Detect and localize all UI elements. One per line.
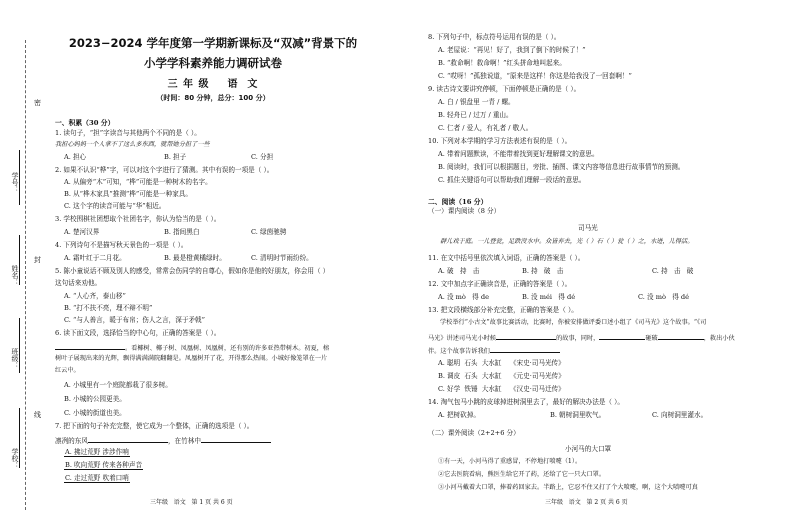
q2-option-b[interactable]: B. 从“桦木家具”推测“桦”可能是一种家具。	[64, 190, 193, 198]
q4-option-c[interactable]: C. 清明时节雨纷纷。	[251, 254, 313, 262]
q7-option-b[interactable]	[64, 462, 143, 469]
q7-sentence-a: 凛冽的东风	[55, 437, 88, 445]
passage-text: 群儿戏于庭。一儿登瓮，足跌没水中。众皆弃去，光（ ）石（ ）瓮（ ）之，水迸，儿得活。	[440, 238, 694, 245]
q9-option-b[interactable]: B. 轻舟已 / 过万 / 重山。	[438, 111, 513, 119]
margin-marker-xian: 线	[34, 411, 41, 419]
q3-stem: 3. 学校围棋社团想取个社团名字，你认为恰当的是（ ）。	[55, 215, 221, 223]
class-label: 班级：	[11, 348, 19, 369]
q5-stem-cont: 这句话来劝他。	[55, 279, 102, 287]
passage2-title: 小河马的大口罩	[565, 445, 612, 453]
q8-option-c[interactable]: C. “哎呀！”孤独说道，“原来是这样！你这是给我没了一回套啊！”	[438, 72, 632, 80]
q8-stem: 8. 下列句子中，标点符号运用有误的是（ ）。	[428, 33, 561, 41]
q9-stem: 9. 读古诗文要讲究停顿，下面停顿是正确的是（ ）。	[428, 85, 581, 93]
q6-passage-line2: 树叶子展现出来的光辉，飘得满满满院翻翻是。凤凰树开了花，开得那么热闹。小城好像笼罩在一片	[55, 355, 328, 362]
student-id-text: 学号	[11, 172, 19, 186]
passage2-para1: ①有一天，小河马得了重感冒，不停地打喷嚏（1）。	[438, 458, 582, 465]
footer-page1: 三年级 语文 第 1 页 共 6 页	[150, 499, 233, 506]
q13-stem: 13. 把文段横线部分补充完整，正确的答案是（ ）。	[428, 306, 578, 314]
q7-option-a-text: A. 拂过荒野 涉涉作响	[65, 448, 129, 456]
q6-answer-blank[interactable]	[55, 343, 125, 350]
q10-option-c[interactable]: C. 抓住关键语句可以帮助我们理解一段话的意思。	[438, 176, 586, 184]
q1-stem: 1. 读句子，“担”字读音与其他两个不同的是（ ）。	[55, 129, 201, 137]
q14-option-a[interactable]: A. 把树砍掉。	[438, 411, 480, 419]
q11-option-c[interactable]: C. 持 击 破	[652, 267, 694, 275]
q1-option-b[interactable]: B. 担子	[164, 153, 187, 161]
q13-blank-2[interactable]	[599, 333, 645, 340]
q5-option-a[interactable]: A. “人心齐，泰山移”	[64, 292, 126, 300]
q13-passage-line3	[428, 346, 560, 355]
exam-title-line1: 2023−2024 学年度第一学期新课标及“双减”背景下的	[68, 36, 358, 50]
q5-option-b[interactable]: B. “打不扶不亮，理不辩不明”	[64, 304, 153, 312]
q13-passage-line2	[428, 333, 735, 342]
reading-sub2: （二）课外阅读（2+2+6 分）	[428, 429, 520, 437]
q13-option-a[interactable]: A. 聪明 石头 大水缸 《宋史·司马光传》	[438, 359, 565, 367]
exam-info: （时间：80 分钟，总分：100 分）	[156, 94, 270, 102]
q7-option-b-text: B. 吹向荒野 传来各种声音	[65, 461, 143, 469]
school-text: 学校	[11, 448, 19, 462]
q6-option-a[interactable]: A. 小城里有一个庭院都栽了很多树。	[64, 381, 172, 389]
q7-sentence-b: ，在竹林中	[167, 437, 201, 445]
q14-stem: 14. 淘气包马小跳的皮球掉进树洞里去了，最好的解决办法是（ ）。	[428, 398, 625, 406]
q14-option-c[interactable]: C. 向树洞里灌水。	[652, 411, 708, 419]
part2-heading: 二、阅读（16 分）	[428, 198, 488, 206]
q13-blank-3[interactable]	[658, 333, 704, 340]
margin-marker-mi: 密	[34, 99, 41, 107]
q13-p2d: ，救出小伙	[703, 335, 735, 342]
q8-option-b[interactable]: B. “救命啊！救命啊！”红头拼命地叫起来。	[438, 59, 566, 67]
q7-blank-2[interactable]	[201, 436, 271, 443]
q13-option-c[interactable]: C. 好学 铁锤 大水缸 《汉史·司马迁传》	[438, 385, 565, 393]
q4-option-a[interactable]: A. 霜叶红于二月花。	[64, 254, 126, 262]
q11-stem: 11. 在文中括号里依次填入词语，正确的答案是（ ）。	[428, 254, 585, 262]
exam-title-line2: 小学学科素养能力调研试卷	[144, 56, 282, 70]
q11-option-b[interactable]: B. 持 破 击	[522, 267, 564, 275]
q5-option-c[interactable]: C. “与人善言，暖于布帛；伤人之言，深于矛戟”	[64, 316, 206, 324]
q2-stem: 2. 如果不认识“桦”字，可以对这个字进行了猜测。其中有误的一项是（ ）。	[55, 166, 274, 174]
q10-option-a[interactable]: A. 带着问题默读，不能带着找到更好理解课文的意思。	[438, 150, 599, 158]
q3-option-c[interactable]: C. 绿茵驰骋	[251, 228, 287, 236]
q6-option-b[interactable]: B. 小城的公园更美。	[64, 395, 126, 403]
q8-option-a[interactable]: A. 老屋说：“再见！好了，我到了倒下的时候了！”	[438, 46, 586, 54]
name-text: 姓名	[11, 265, 19, 279]
exam-title-line3: 三 年 级 语 文	[167, 79, 259, 90]
q4-option-b[interactable]: B. 最是橙黄橘绿时。	[164, 254, 226, 262]
class-text: 班级	[11, 348, 19, 362]
q6-stem: 6. 读下面文段，选择恰当的中心句，正确的答案是（ ）。	[55, 329, 221, 337]
q13-blank-4[interactable]	[490, 346, 560, 353]
q2-option-a[interactable]: A. 从偏旁“木”可知，“桦”可能是一种树木的名字。	[64, 178, 212, 186]
q13-p2b: 的故事，同时，	[556, 335, 600, 342]
q13-p3: 伴。这个故事告诉我们	[428, 348, 490, 355]
q13-option-b[interactable]: B. 调皮 石头 大水缸 《元史·司马光传》	[438, 372, 565, 380]
reading-sub1: （一）课内阅读（8 分）	[428, 207, 501, 215]
q14-option-b[interactable]: B. 朝树洞里吹气。	[550, 411, 606, 419]
q6-passage-line3: 红云中。	[55, 367, 80, 374]
q12-option-c[interactable]: C. 没 mò 得 dé	[638, 293, 690, 301]
q10-stem: 10. 下列对本学期的学习方法表述有误的是（ ）。	[428, 137, 572, 145]
q12-stem: 12. 文中加点字正确读音是，正确的答案是（ ）。	[428, 280, 572, 288]
q9-option-c[interactable]: C. 仁者 / 爱人，有礼者 / 敬人。	[438, 124, 533, 132]
q1-option-c[interactable]: C. 分担	[251, 153, 274, 161]
passage-title: 司马光	[578, 224, 598, 232]
name-label: 姓名：	[11, 265, 19, 286]
margin-marker-feng: 封	[34, 256, 41, 264]
q6-passage-line1	[55, 343, 329, 352]
class-field[interactable]	[19, 318, 20, 373]
q7-option-c[interactable]	[64, 475, 130, 482]
q3-option-a[interactable]: A. 楚河汉界	[64, 228, 100, 236]
q1-sentence: 我担心妈妈一个人拿不了这么多东西，就帮她分担了一些	[55, 141, 210, 148]
q13-blank-1[interactable]	[496, 333, 556, 340]
q1-option-a[interactable]: A. 担心	[64, 153, 87, 161]
q4-stem: 4. 下列诗句不是描写秋天景色的一项是（ ）。	[55, 241, 188, 249]
passage2-para3: ③小河马戴着大口罩，捧着药回家去。半路上，它忍不住又打了个大喷嚏，啊，这个大喷嚏可真	[438, 484, 698, 491]
q9-option-a[interactable]: A. 白 / 银盘里 一青 / 螺。	[438, 98, 515, 106]
q11-option-a[interactable]: A. 破 持 击	[438, 267, 480, 275]
name-field[interactable]	[19, 235, 20, 285]
school-field[interactable]	[19, 408, 20, 468]
q6-option-c[interactable]: C. 小城的街道也美。	[64, 409, 126, 417]
school-label: 学校：	[11, 448, 19, 469]
q12-option-a[interactable]: A. 没 mò 得 de	[438, 293, 489, 301]
student-id-field[interactable]	[19, 150, 20, 205]
q7-sentence	[55, 436, 271, 445]
q13-passage-line1: 学校举行“小古文”故事比赛活动，比赛时，你被安排做评委口述小组了《司马光》这个故事。“《司	[440, 319, 707, 326]
seal-line	[25, 40, 26, 510]
q7-option-c-text: C. 走过荒野 吹着口哨	[65, 474, 129, 482]
q13-p2a: 马光》讲述司马光小时候	[428, 335, 497, 342]
q3-option-b[interactable]: B. 指间黑白	[164, 228, 200, 236]
q7-option-a[interactable]	[64, 449, 130, 456]
student-id-label: 学号：	[11, 172, 19, 193]
part1-heading: 一、积累（30 分）	[55, 119, 115, 127]
q5-stem: 5. 陈小童说话不顾及别人的感受，常常会伤同学的自尊心，假如你是他的好朋友，你会用（ ）	[55, 267, 330, 275]
q2-option-c[interactable]: C. 这个字的读音可能与“华”相近。	[64, 202, 166, 210]
footer-page2: 三年级 语文 第 2 页 共 6 页	[545, 499, 628, 506]
q6-passage-text1: 。看椰树、椰子树、凤凰树、凤凰树，还有别的许多亚热带树木。初夏，榕	[125, 345, 330, 352]
q13-p2c: 砸破	[645, 335, 658, 342]
passage2-para2: ②它去医院看病，熊医生给它开了药，还给了它一只大口罩。	[438, 471, 606, 478]
q10-option-b[interactable]: B. 阅读时，我们可以根据题目，旁批、插图、课文内容等信息进行故事情节的预测。	[438, 163, 685, 171]
q7-blank-1[interactable]	[88, 436, 168, 443]
q7-stem: 7. 把下面的句子补充完整，使它成为一个整体，正确的选项是（ ）。	[55, 422, 254, 430]
q12-option-b[interactable]: B. 没 méi 得 dé	[522, 293, 576, 301]
